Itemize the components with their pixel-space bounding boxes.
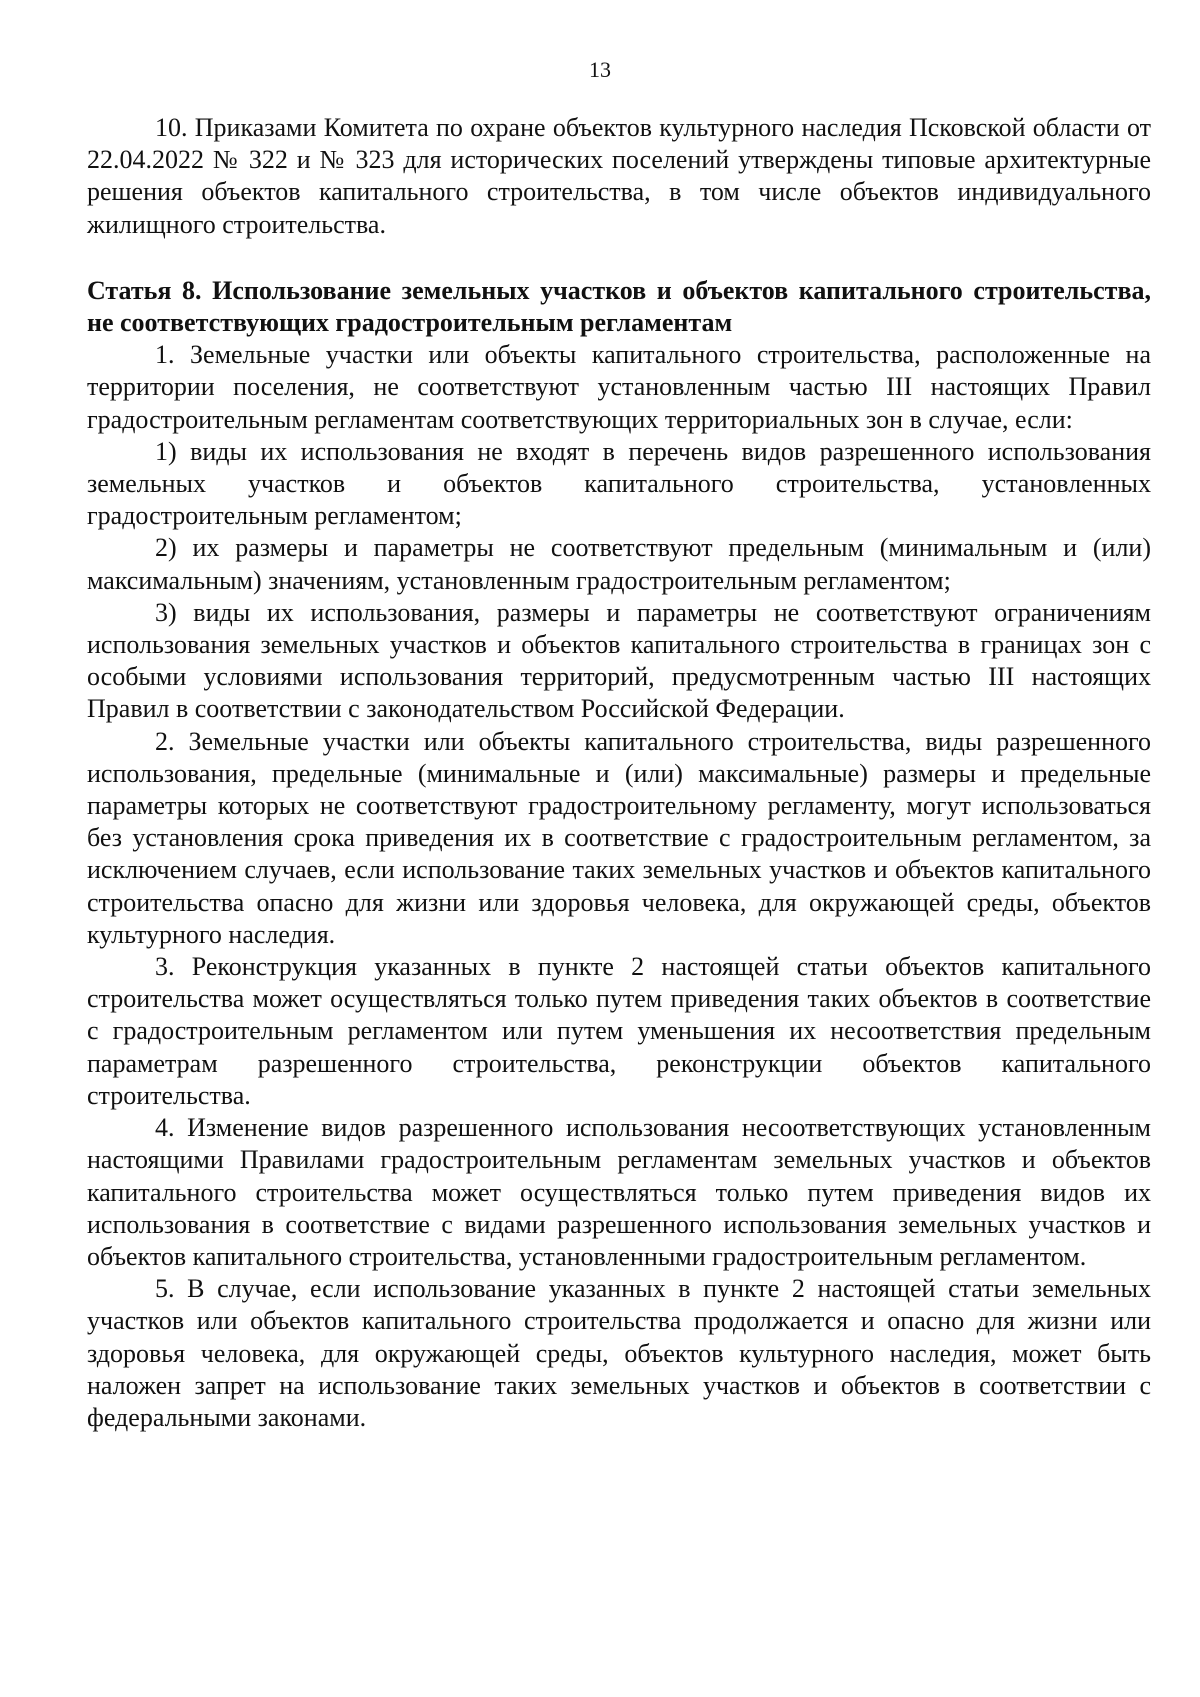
paragraph-1-item-3: 3) виды их использования, размеры и параметры не соответствуют ограничениям использования земельных участков и объектов капитального строительства в границах зон с особыми условиями использования территорий, предусмотренным частью III настоящих Правил в соответствии с законодательством Российской Федерации. bbox=[87, 597, 1151, 724]
paragraph-5: 5. В случае, если использование указанных в пункте 2 настоящей статьи земельных участков или объектов капитального строительства продолжается и опасно для жизни или здоровья человека, для окружающей среды, объектов культурного наследия, может быть наложен запрет на использование таких земельных участков и объектов в соответствии с федеральными законами. bbox=[87, 1274, 1151, 1432]
paragraph-1: 1. Земельные участки или объекты капитального строительства, расположенные на территории поселения, не соответствуют установленным частью III настоящих Правил градостроительным регламентам соответствующих территориальных зон в случае, если: bbox=[87, 340, 1151, 434]
article-heading: Статья 8. Использование земельных участков и объектов капитального строительства, не соответствующих градостроительным регламентам bbox=[87, 275, 1151, 338]
paragraph-3: 3. Реконструкция указанных в пункте 2 настоящей статьи объектов капитального строительства может осуществляться только путем приведения таких объектов в соответствие с градостроительным регламентом или путем уменьшения их несоответствия предельным параметрам разрешенного строительства, реконструкции объектов капитального строительства. bbox=[87, 952, 1151, 1110]
paragraph-1-item-1: 1) виды их использования не входят в перечень видов разрешенного использования земельных участков и объектов капитального строительства, установленных градостроительным регламентом; bbox=[87, 436, 1151, 531]
paragraph-10: 10. Приказами Комитета по охране объектов культурного наследия Псковской области от 22.04.2022 № 322 и № 323 для исторических поселений утверждены типовые архитектурные решения объектов капитального строительства, в том числе объектов индивидуального жилищного строительства. bbox=[87, 113, 1151, 239]
document-body bbox=[87, 112, 1151, 1434]
paragraph-1-item-2: 2) их размеры и параметры не соответствуют предельным (минимальным и (или) максимальным) значениям, установленным градостроительным регламентом; bbox=[87, 533, 1151, 595]
paragraph-2: 2. Земельные участки или объекты капитального строительства, виды разрешенного использования, предельные (минимальные и (или) максимальные) размеры и предельные параметры которых не соответствуют градостроительному регламенту, могут использоваться без установления срока приведения их в соответствие с градостроительным регламентом, за исключением случаев, если использование таких земельных участков и объектов капитального строительства опасно для жизни или здоровья человека, для окружающей среды, объектов культурного наследия. bbox=[87, 726, 1151, 949]
page-number: 13 bbox=[589, 57, 611, 82]
paragraph-4: 4. Изменение видов разрешенного использования несоответствующих установленным настоящими Правилами градостроительным регламентам земельных участков и объектов капитального строительства может осуществляться только путем приведения видов их использования в соответствие с видами разрешенного использования земельных участков и объектов капитального строительства, установленными градостроительным регламентом. bbox=[87, 1113, 1151, 1271]
